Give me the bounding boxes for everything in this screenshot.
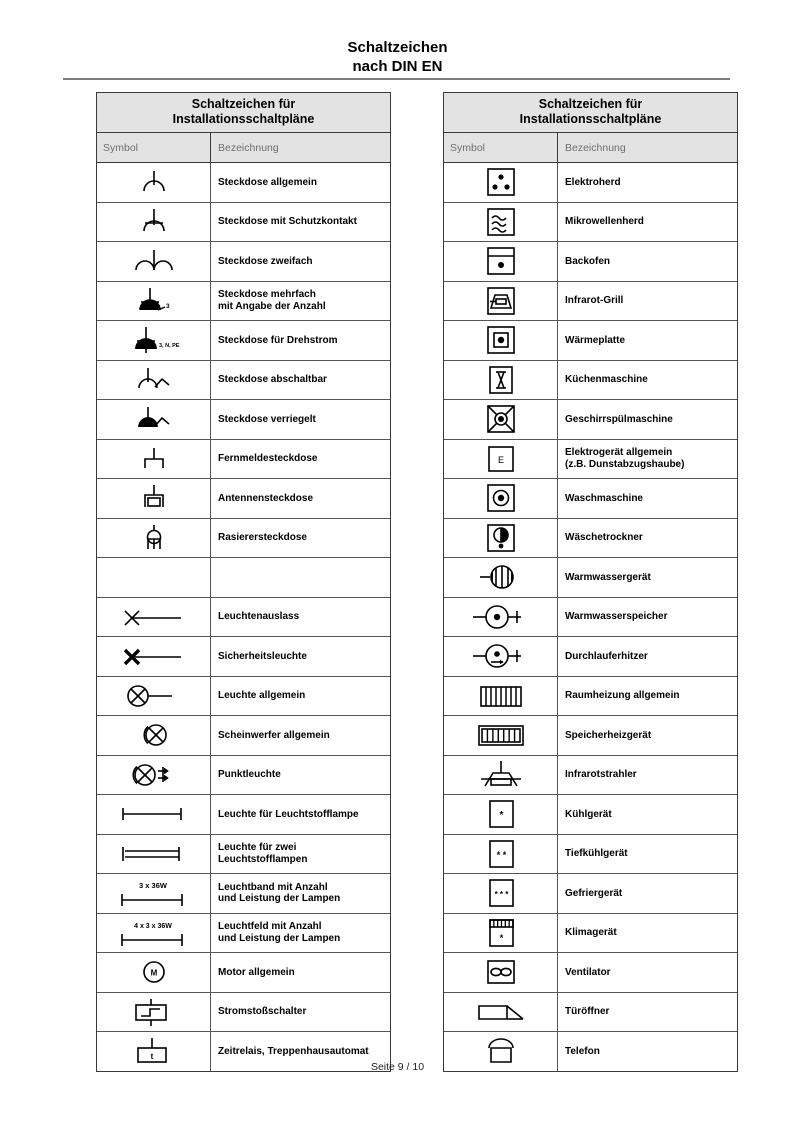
table-row xyxy=(444,242,737,282)
label-cell xyxy=(211,795,390,834)
table-row xyxy=(97,677,390,717)
table-row xyxy=(97,163,390,203)
label-line-1: Elektrogerät allgemein xyxy=(565,447,673,459)
symbol-cell-tumble-dryer xyxy=(444,519,558,558)
svg-text:3 x 36W: 3 x 36W xyxy=(139,881,167,891)
title-divider xyxy=(63,78,730,80)
table-row xyxy=(97,242,390,282)
label-line-1: Küchenmaschine xyxy=(565,374,648,385)
label-line-1: Wärmeplatte xyxy=(565,334,626,346)
table-row xyxy=(97,321,390,361)
column-headers-right xyxy=(444,133,737,163)
label-line-1: Backofen xyxy=(565,255,611,267)
table-header-line-2: Installationsschaltpläne xyxy=(519,112,662,126)
table-row xyxy=(97,874,390,914)
table-row xyxy=(97,361,390,401)
symbol-cell-socket-interlocked xyxy=(97,400,211,439)
table-row xyxy=(97,203,390,243)
symbol-cell-fan xyxy=(444,953,558,992)
symbol-cell-infrared-radiator xyxy=(444,756,558,795)
table-row xyxy=(97,835,390,875)
label-line-1: Leuchte für zwei xyxy=(218,842,297,854)
table-row xyxy=(444,677,737,717)
label-cell xyxy=(558,677,737,716)
table-row xyxy=(444,163,737,203)
label-line-1: Mikrowellenherd xyxy=(565,216,644,227)
svg-text:* *: * * xyxy=(496,849,506,860)
label-cell xyxy=(211,835,390,874)
label-cell xyxy=(211,163,390,202)
label-line-1: Ventilator xyxy=(565,966,611,978)
table-row xyxy=(444,716,737,756)
table-row xyxy=(97,795,390,835)
label-cell xyxy=(558,203,737,242)
table-row xyxy=(97,756,390,796)
table-row xyxy=(97,914,390,954)
label-line-1: Steckdose abschaltbar xyxy=(218,374,327,385)
symbol-cell-spotlight xyxy=(97,756,211,795)
symbol-cell-kitchen-machine xyxy=(444,361,558,400)
table-row xyxy=(444,361,737,401)
table-header-line-1: Schaltzeichen für xyxy=(191,97,296,111)
table-row xyxy=(97,400,390,440)
table-row xyxy=(444,637,737,677)
table-row xyxy=(444,795,737,835)
table-row xyxy=(97,993,390,1033)
label-cell xyxy=(211,361,390,400)
label-cell xyxy=(211,598,390,637)
label-cell xyxy=(558,519,737,558)
label-line-1: Scheinwerfer allgemein xyxy=(218,729,330,741)
label-line-1: Rasierersteckdose xyxy=(218,532,307,543)
symbol-cell-antenna-socket xyxy=(97,479,211,518)
table-body-right xyxy=(444,163,737,1071)
symbol-cell-instant-heater xyxy=(444,637,558,676)
label-line-1: Leuchtband mit Anzahl xyxy=(218,881,328,893)
symbol-cell-deep-freezer xyxy=(444,835,558,874)
symbol-cell-fluorescent-double xyxy=(97,835,211,874)
label-line-1: Gefriergerät xyxy=(565,887,623,899)
table-row xyxy=(444,914,737,954)
label-cell xyxy=(558,558,737,597)
symbol-cell-electric-appliance xyxy=(444,440,558,479)
symbol-cell-motor xyxy=(97,953,211,992)
label-line-1: Leuchte allgemein xyxy=(218,690,306,701)
table-row xyxy=(97,598,390,638)
label-line-1: Warmwasserspeicher xyxy=(565,611,668,622)
label-cell xyxy=(211,874,390,913)
label-line-1: Durchlauferhitzer xyxy=(565,650,648,662)
symbol-cell-washing-machine xyxy=(444,479,558,518)
table-body-left xyxy=(97,163,390,1071)
label-line-1: Türöffner xyxy=(565,1006,610,1017)
symbol-cell-hot-plate xyxy=(444,321,558,360)
label-cell xyxy=(211,479,390,518)
table-row xyxy=(444,479,737,519)
label-line-2: und Leistung der Lampen xyxy=(218,932,341,944)
symbol-cell-shaver-socket xyxy=(97,519,211,558)
label-cell xyxy=(558,835,737,874)
symbol-cell-infrared-grill xyxy=(444,282,558,321)
svg-text:M: M xyxy=(150,968,157,978)
label-line-2: (z.B. Dunstabzugshaube) xyxy=(565,458,685,470)
title-line-1: Schaltzeichen xyxy=(347,39,448,56)
label-line-1: Steckdose für Drehstrom xyxy=(218,334,338,346)
table-row xyxy=(444,519,737,559)
label-cell xyxy=(558,637,737,676)
svg-text:*: * xyxy=(499,810,503,822)
label-cell xyxy=(558,756,737,795)
page-title xyxy=(0,38,795,76)
symbol-cell-refrigerator xyxy=(444,795,558,834)
label-line-1: Warmwassergerät xyxy=(565,571,651,583)
label-line-1: Geschirrspülmaschine xyxy=(565,413,673,425)
svg-text:*: * xyxy=(499,932,503,943)
label-line-1: Raumheizung allgemein xyxy=(565,690,680,701)
label-cell xyxy=(558,993,737,1032)
symbol-cell-impulse-switch xyxy=(97,993,211,1032)
symbol-cell-blank xyxy=(97,558,211,597)
label-cell xyxy=(558,874,737,913)
label-line-1: Infrarot-Grill xyxy=(565,295,624,306)
label-cell xyxy=(211,677,390,716)
table-row xyxy=(97,558,390,598)
table-header-line-2: Installationsschaltpläne xyxy=(172,112,315,126)
svg-text:E: E xyxy=(497,454,504,465)
label-line-1: Antennensteckdose xyxy=(218,492,314,504)
label-cell xyxy=(558,479,737,518)
label-cell xyxy=(211,716,390,755)
label-cell xyxy=(211,440,390,479)
label-cell xyxy=(211,203,390,242)
table-row xyxy=(444,321,737,361)
symbol-cell-socket-multiple xyxy=(97,282,211,321)
label-line-1: Motor allgemein xyxy=(218,966,295,978)
symbol-cell-socket-switchable xyxy=(97,361,211,400)
label-line-1: Steckdose zweifach xyxy=(218,255,313,267)
label-line-1: Steckdose allgemein xyxy=(218,176,317,188)
column-header-symbol: Symbol xyxy=(444,133,558,162)
symbol-cell-water-heater xyxy=(444,558,558,597)
table-row xyxy=(444,282,737,322)
svg-text:t: t xyxy=(150,1052,153,1062)
table-row xyxy=(97,637,390,677)
label-cell xyxy=(558,716,737,755)
table-row xyxy=(444,953,737,993)
label-line-1: Zeitrelais, Treppenhausautomat xyxy=(218,1045,369,1057)
label-line-1: Steckdose verriegelt xyxy=(218,413,316,425)
page-footer: Seite 9 / 10 xyxy=(370,1061,425,1073)
column-header-symbol: Symbol xyxy=(97,133,211,162)
label-line-1: Leuchtenauslass xyxy=(218,611,300,622)
svg-text:* * *: * * * xyxy=(494,890,508,900)
column-header-label: Bezeichnung xyxy=(565,141,626,154)
table-header-left xyxy=(97,93,390,133)
symbol-cell-water-storage xyxy=(444,598,558,637)
label-cell xyxy=(558,361,737,400)
symbol-cell-light-field xyxy=(97,914,211,953)
label-cell xyxy=(211,756,390,795)
label-line-1: Sicherheitsleuchte xyxy=(218,650,307,662)
label-line-1: Klimagerät xyxy=(565,927,617,938)
symbol-cell-door-opener xyxy=(444,993,558,1032)
label-cell xyxy=(558,321,737,360)
svg-text:3, N, PE: 3, N, PE xyxy=(158,343,179,350)
table-row xyxy=(444,400,737,440)
label-cell xyxy=(211,400,390,439)
label-cell xyxy=(211,519,390,558)
symbol-cell-electric-stove xyxy=(444,163,558,202)
label-line-2: Leuchtstofflampen xyxy=(218,853,308,865)
symbol-cell-luminaire-outlet xyxy=(97,598,211,637)
table-row xyxy=(444,874,737,914)
label-line-1: Steckdose mit Schutzkontakt xyxy=(218,216,357,227)
title-line-2: nach DIN EN xyxy=(352,58,443,75)
symbol-cell-dishwasher xyxy=(444,400,558,439)
table-header-right xyxy=(444,93,737,133)
symbol-cell-telecom-socket xyxy=(97,440,211,479)
symbol-cell-socket-double xyxy=(97,242,211,281)
label-line-1: Elektroherd xyxy=(565,176,621,188)
table-row xyxy=(97,953,390,993)
table-row xyxy=(444,756,737,796)
label-line-2: und Leistung der Lampen xyxy=(218,893,341,905)
label-line-1: Infrarotstrahler xyxy=(565,769,637,780)
table-row xyxy=(97,479,390,519)
label-line-1: Steckdose mehrfach xyxy=(218,289,316,301)
label-line-1: Waschmaschine xyxy=(565,492,643,504)
symbol-cell-microwave xyxy=(444,203,558,242)
table-row xyxy=(444,203,737,243)
label-line-2: mit Angabe der Anzahl xyxy=(218,300,326,312)
symbol-table-right xyxy=(443,92,738,1072)
label-line-1: Wäschetrockner xyxy=(565,532,643,543)
table-row xyxy=(444,598,737,638)
symbol-cell-fluorescent-single xyxy=(97,795,211,834)
label-cell xyxy=(211,321,390,360)
label-cell xyxy=(558,953,737,992)
symbol-table-left xyxy=(96,92,391,1072)
label-cell xyxy=(211,914,390,953)
label-line-1: Leuchtfeld mit Anzahl xyxy=(218,921,322,933)
symbol-cell-floodlight xyxy=(97,716,211,755)
table-row xyxy=(97,519,390,559)
symbol-cell-safety-luminaire xyxy=(97,637,211,676)
label-line-1: Tiefkühlgerät xyxy=(565,848,628,859)
label-cell xyxy=(558,598,737,637)
label-cell xyxy=(558,242,737,281)
label-cell xyxy=(211,282,390,321)
symbol-cell-air-conditioner xyxy=(444,914,558,953)
table-row xyxy=(97,716,390,756)
label-cell xyxy=(558,440,737,479)
symbol-cell-lamp-general xyxy=(97,677,211,716)
label-cell xyxy=(211,558,390,597)
symbol-cell-light-band xyxy=(97,874,211,913)
label-line-1: Kühlgerät xyxy=(565,808,612,820)
symbol-cell-storage-heater xyxy=(444,716,558,755)
symbol-cell-oven xyxy=(444,242,558,281)
label-cell xyxy=(211,637,390,676)
symbol-cell-socket-three-phase xyxy=(97,321,211,360)
table-row xyxy=(444,440,737,480)
label-cell xyxy=(558,795,737,834)
table-row xyxy=(97,440,390,480)
label-line-1: Fernmeldesteckdose xyxy=(218,453,318,464)
table-row xyxy=(444,558,737,598)
label-line-1: Speicherheizgerät xyxy=(565,729,652,741)
label-cell xyxy=(558,914,737,953)
column-header-label: Bezeichnung xyxy=(218,141,279,154)
symbol-cell-socket-general xyxy=(97,163,211,202)
label-line-1: Leuchte für Leuchtstofflampe xyxy=(218,808,359,820)
label-cell xyxy=(211,242,390,281)
table-header-line-1: Schaltzeichen für xyxy=(538,97,643,111)
label-cell xyxy=(558,400,737,439)
svg-text:3: 3 xyxy=(165,302,170,310)
column-headers-left xyxy=(97,133,390,163)
table-row xyxy=(444,835,737,875)
label-cell xyxy=(211,993,390,1032)
svg-text:4 x 3 x 36W: 4 x 3 x 36W xyxy=(134,922,172,930)
label-line-1: Punktleuchte xyxy=(218,769,281,780)
label-cell xyxy=(558,282,737,321)
label-line-1: Stromstoßschalter xyxy=(218,1006,307,1017)
label-cell xyxy=(558,163,737,202)
label-cell xyxy=(211,953,390,992)
symbol-cell-socket-earth xyxy=(97,203,211,242)
label-line-1: Telefon xyxy=(565,1045,600,1057)
symbol-cell-room-heating xyxy=(444,677,558,716)
table-row xyxy=(444,993,737,1033)
table-row xyxy=(97,282,390,322)
symbol-cell-freezer xyxy=(444,874,558,913)
